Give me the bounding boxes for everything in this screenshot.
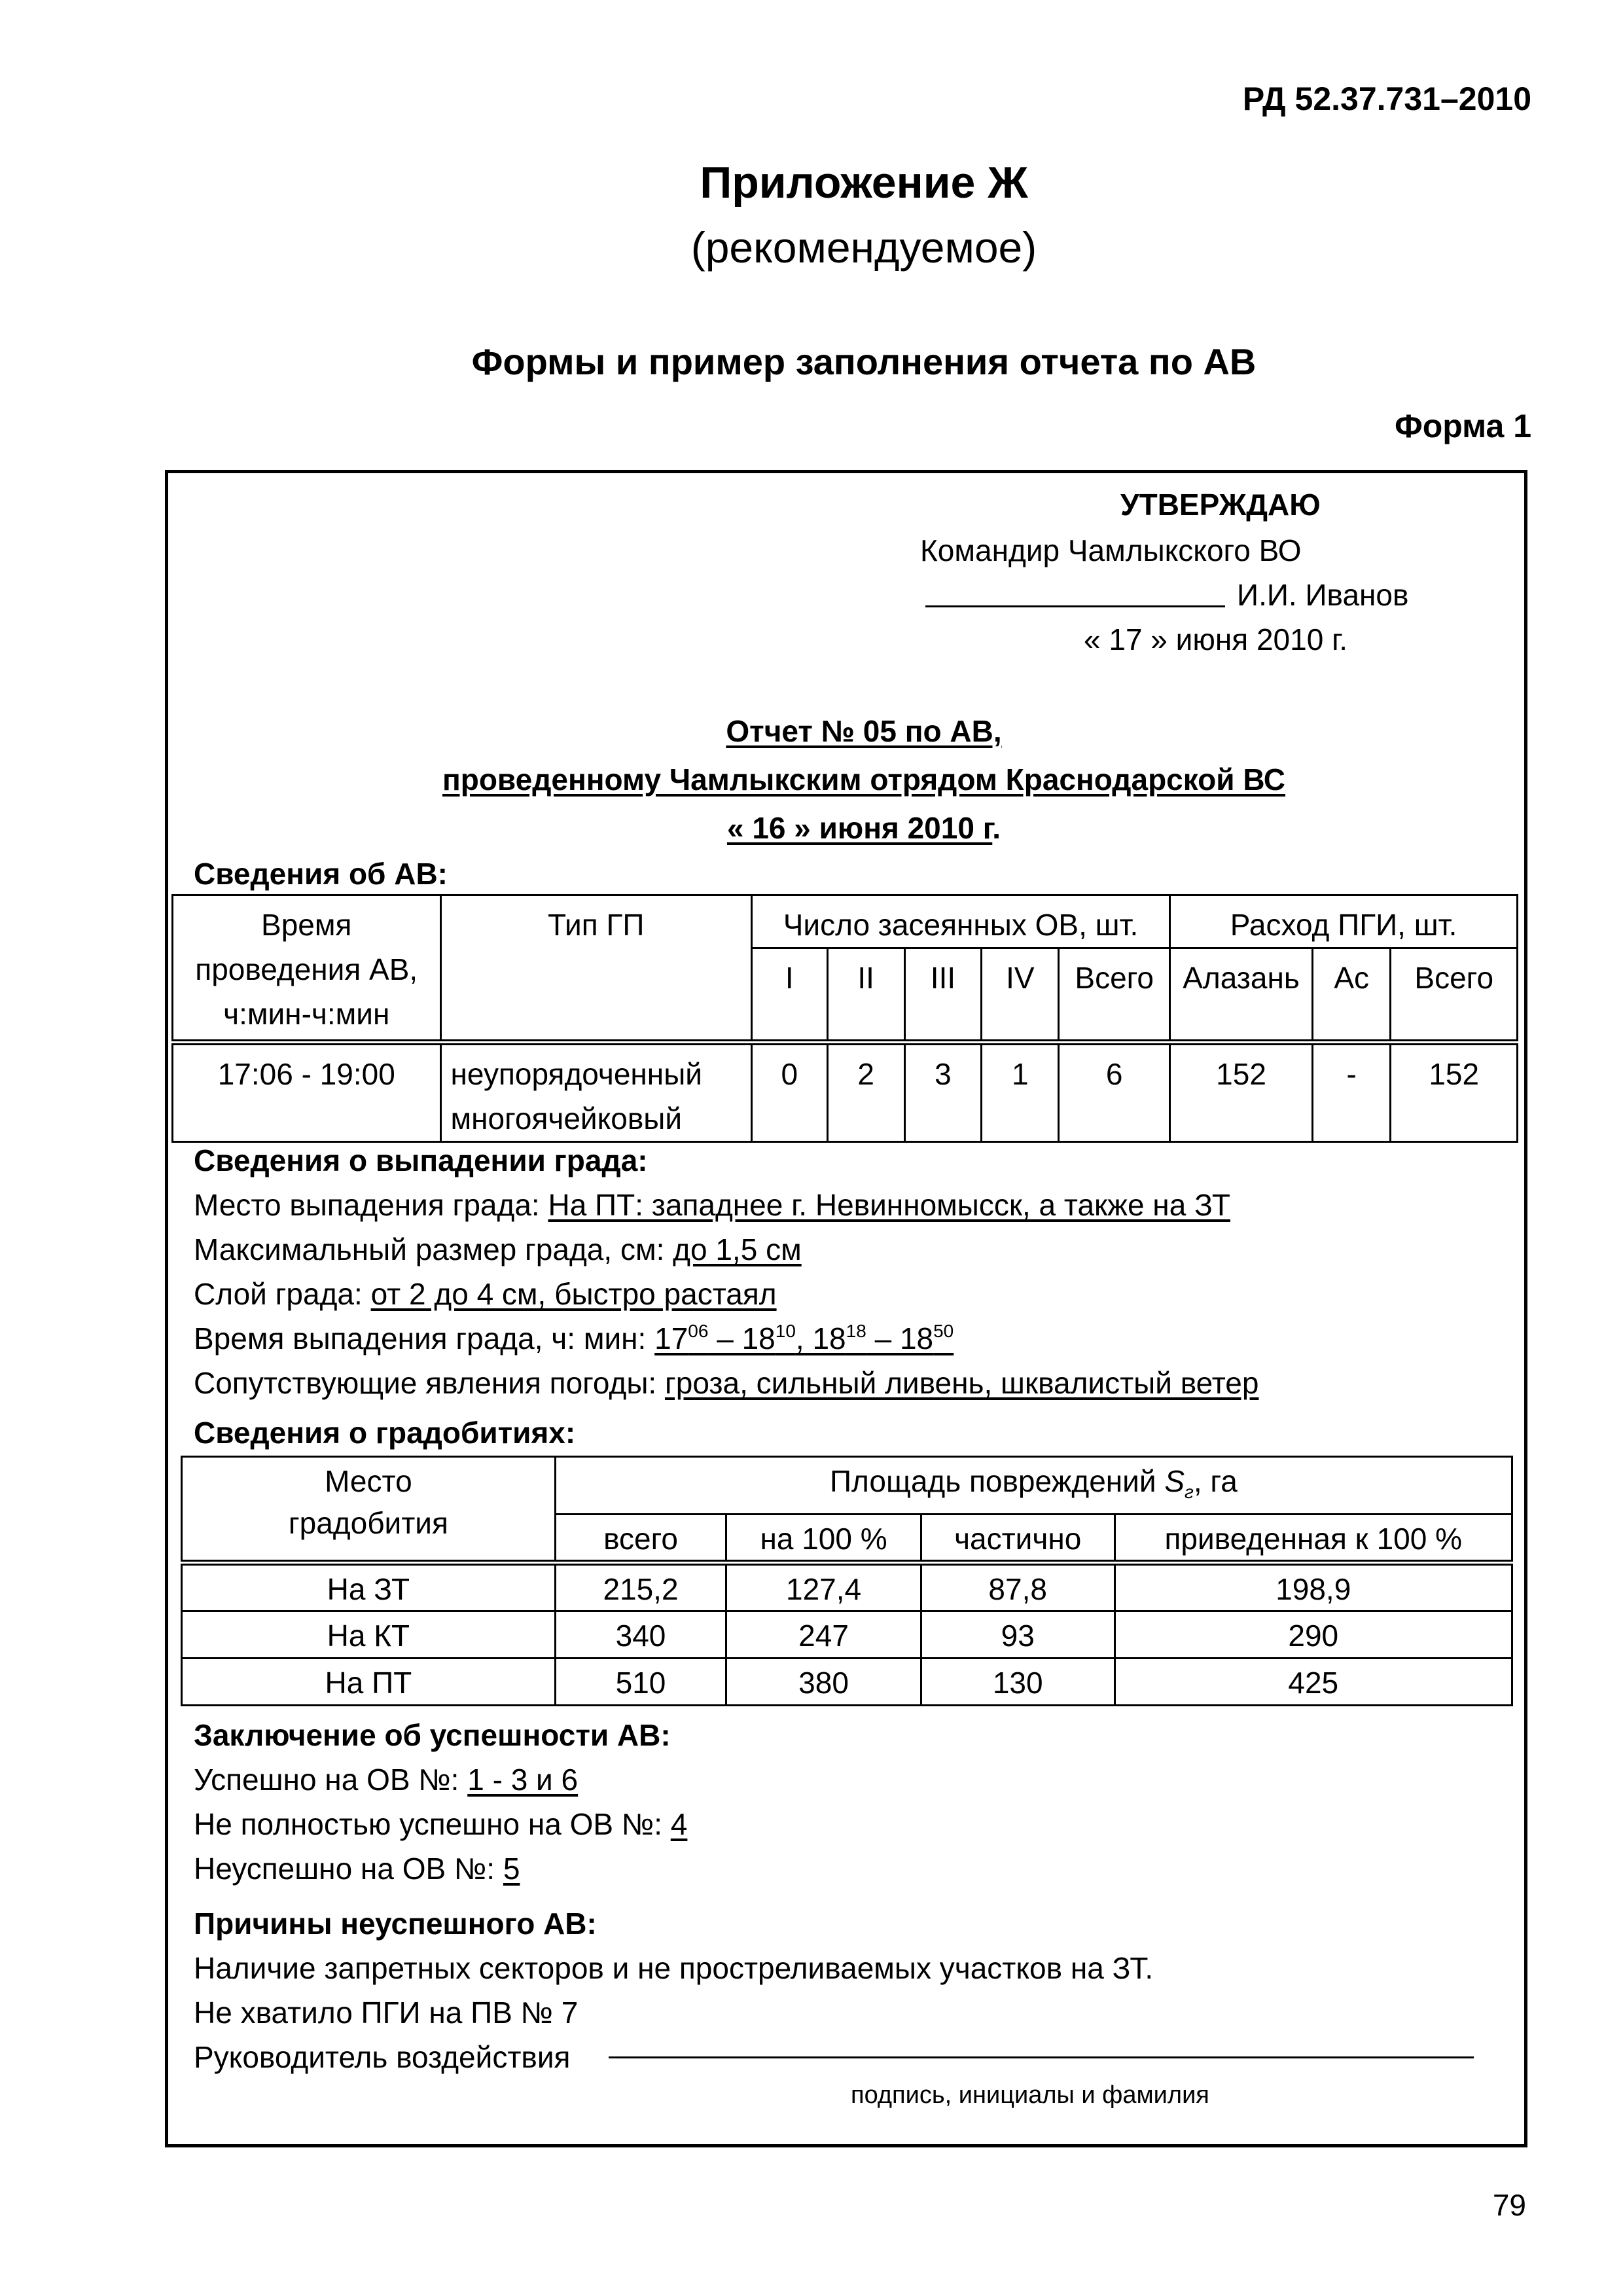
cell-pgi: - [1312, 1043, 1391, 1142]
av-info-table [171, 894, 1518, 1143]
approver-position: Командир Чамлыкского ВО [920, 533, 1302, 567]
cell-place: На КТ [182, 1611, 556, 1659]
col-type-header: Тип ГП [440, 895, 751, 1043]
form-label: Форма 1 [1395, 408, 1531, 444]
cell-seeded: 3 [904, 1043, 982, 1142]
approval-date: « 17 » июня 2010 г. [1084, 622, 1348, 656]
hail-weather: Сопутствующие явления погоды: гроза, сильный ливень, шквалистый ветер [194, 1366, 1259, 1400]
damage-heading: Сведения о градобитиях: [194, 1416, 576, 1450]
approver-signature-line [925, 605, 1225, 607]
cell-partial: 93 [921, 1611, 1115, 1659]
cell-place: На ПТ [182, 1659, 556, 1706]
sub-col-header: Всего [1059, 948, 1170, 1043]
hail-size: Максимальный размер града, см: до 1,5 см [194, 1232, 802, 1266]
table-row [182, 1611, 1512, 1659]
section-title: Формы и пример заполнения отчета по АВ [471, 341, 1257, 382]
av-info-heading: Сведения об АВ: [194, 857, 448, 891]
reasons-heading: Причины неуспешного АВ: [194, 1907, 597, 1941]
sub-col-header: Ас [1312, 948, 1391, 1043]
cell-type: неупорядоченный многоячейковый [440, 1043, 751, 1142]
cell-total: 215,2 [555, 1563, 726, 1611]
reason-line: Наличие запретных секторов и не простреливаемых участков на ЗТ. [194, 1951, 1154, 1985]
sub-col-header: I [751, 948, 827, 1043]
report-title: Отчет № 05 по АВ, [726, 714, 1002, 748]
sub-col-header: всего [555, 1515, 726, 1563]
approver-name: И.И. Иванов [1237, 578, 1409, 612]
col-seeded-header: Число засеянных ОВ, шт. [751, 895, 1169, 948]
sub-col-header: IV [982, 948, 1059, 1043]
report-date: « 16 » июня 2010 г. [726, 811, 1001, 845]
cell-total: 340 [555, 1611, 726, 1659]
conclusion-success: Успешно на ОВ №: 1 - 3 и 6 [194, 1763, 579, 1797]
sub-col-header: приведенная к 100 % [1115, 1515, 1512, 1563]
conclusion-fail: Неуспешно на ОВ №: 5 [194, 1852, 520, 1886]
document-code: РД 52.37.731–2010 [1242, 81, 1531, 117]
cell-reduced: 198,9 [1115, 1563, 1512, 1611]
leader-signature-line [609, 2056, 1474, 2058]
cell-full: 247 [726, 1611, 921, 1659]
hail-layer: Слой града: от 2 до 4 см, быстро растаял [194, 1277, 777, 1311]
cell-full: 127,4 [726, 1563, 921, 1611]
damage-table [181, 1456, 1513, 1706]
hail-place: Место выпадения града: На ПТ: западнее г. Невинномысск, а также на ЗТ [194, 1188, 1230, 1222]
cell-seeded: 2 [827, 1043, 904, 1142]
signature-caption: подпись, инициалы и фамилия [851, 2081, 1209, 2109]
cell-pgi: 152 [1170, 1043, 1313, 1142]
sub-col-header: Всего [1391, 948, 1518, 1043]
table-row [173, 1043, 1518, 1142]
report-subtitle: проведенному Чамлыкским отрядом Краснодарской ВС [442, 762, 1286, 797]
col-area-header: Площадь повреждений $S_г$, га [555, 1457, 1512, 1515]
cell-total: 510 [555, 1659, 726, 1706]
sub-col-header: на 100 % [726, 1515, 921, 1563]
cell-place: На ЗТ [182, 1563, 556, 1611]
col-time-header: Время проведения АВ, ч:мин-ч:мин [173, 895, 441, 1043]
cell-reduced: 425 [1115, 1659, 1512, 1706]
sub-col-header: частично [921, 1515, 1115, 1563]
cell-full: 380 [726, 1659, 921, 1706]
conclusion-partial: Не полностью успешно на ОВ №: 4 [194, 1807, 688, 1841]
cell-seeded: 1 [982, 1043, 1059, 1142]
table-row [182, 1563, 1512, 1611]
sub-col-header: III [904, 948, 982, 1043]
leader-label: Руководитель воздействия [194, 2040, 571, 2074]
conclusion-heading: Заключение об успешности АВ: [194, 1718, 671, 1752]
page-number: 79 [1492, 2188, 1526, 2222]
cell-pgi: 152 [1391, 1043, 1518, 1142]
col-place-header: Место градобития [182, 1457, 556, 1563]
approve-word: УТВЕРЖДАЮ [1120, 488, 1321, 522]
cell-partial: 130 [921, 1659, 1115, 1706]
table-row [182, 1659, 1512, 1706]
cell-partial: 87,8 [921, 1563, 1115, 1611]
hail-time: Время выпадения града, ч: мин: $17^{06} - 18^{10}$, $18^{18} - 18^{50}$ [194, 1321, 954, 1355]
reason-line: Не хватило ПГИ на ПВ № 7 [194, 1996, 579, 2030]
cell-time: 17:06 - 19:00 [173, 1043, 441, 1142]
col-pgi-header: Расход ПГИ, шт. [1170, 895, 1518, 948]
sub-col-header: II [827, 948, 904, 1043]
cell-seeded: 0 [751, 1043, 827, 1142]
cell-seeded: 6 [1059, 1043, 1170, 1142]
sub-col-header: Алазань [1170, 948, 1313, 1043]
appendix-title: Приложение Ж [700, 158, 1028, 207]
appendix-note: (рекомендуемое) [690, 223, 1037, 272]
hail-heading: Сведения о выпадении града: [194, 1143, 648, 1177]
cell-reduced: 290 [1115, 1611, 1512, 1659]
